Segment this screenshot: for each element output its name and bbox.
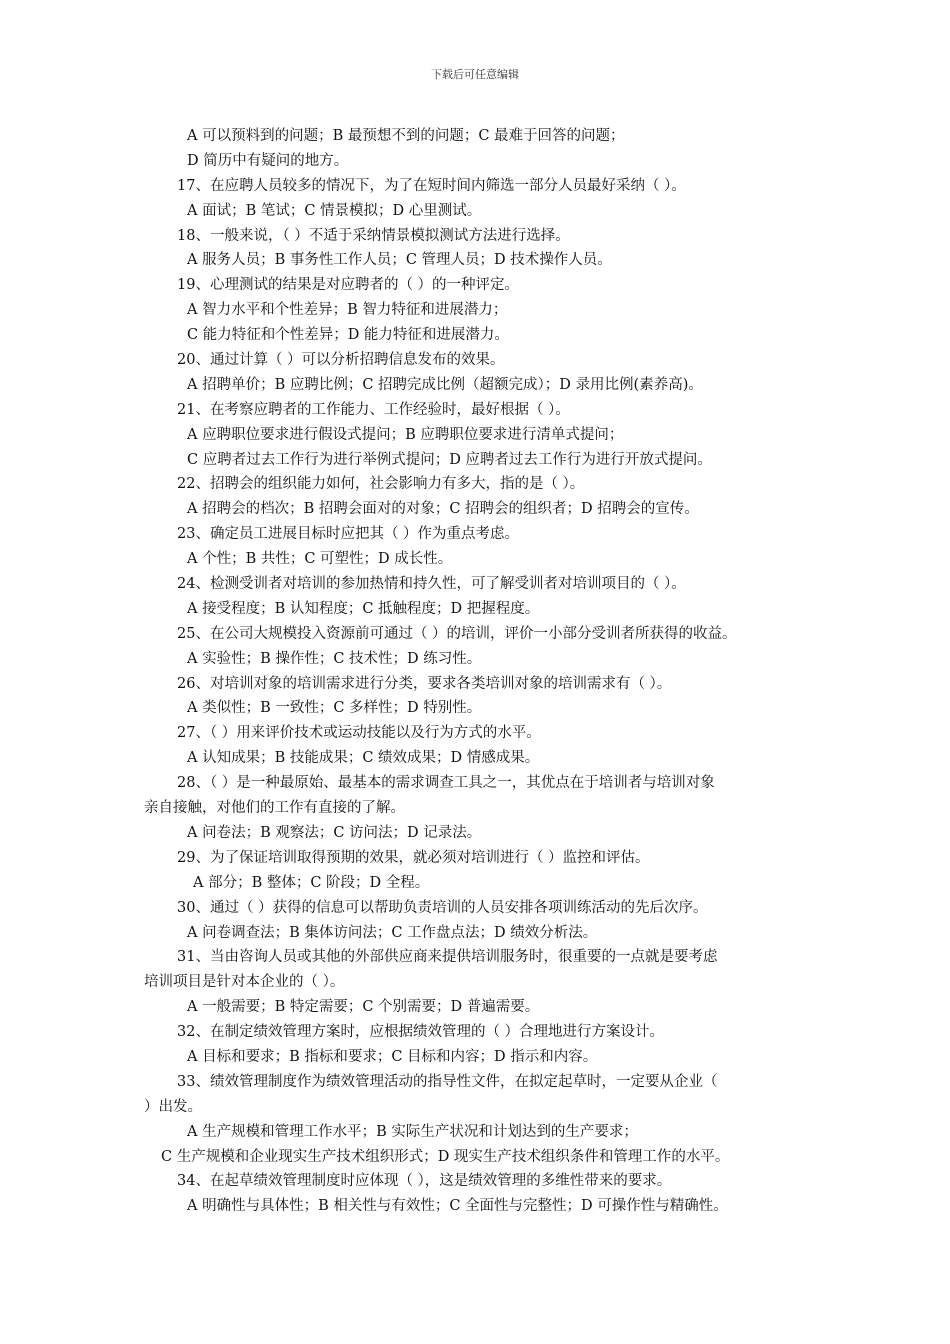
answer-options: A 问卷法；B 观察法；C 访问法；D 记录法。 [187, 824, 482, 841]
answer-options: C 能力特征和个性差异；D 能力特征和进展潜力。 [187, 327, 509, 344]
answer-options: A 个性；B 共性；C 可塑性；D 成长性。 [187, 551, 453, 568]
answer-options: A 智力水平和个性差异；B 智力特征和进展潜力； [187, 302, 508, 319]
question-text: 30、通过（ ）获得的信息可以帮助负责培训的人员安排各项训练活动的先后次序。 [177, 899, 708, 916]
question-continuation: ）出发。 [144, 1098, 202, 1115]
question-text: 24、检测受训者对培训的参加热情和持久性，可了解受训者对培训项目的（ ）。 [177, 576, 686, 593]
answer-options: C 生产规模和企业现实生产技术组织形式；D 现实生产技术组织条件和管理工作的水平。 [161, 1148, 730, 1165]
question-text: 18、一般来说，（ ）不适于采纳情景模拟测试方法进行选择。 [177, 227, 570, 244]
question-text: 32、在制定绩效管理方案时，应根据绩效管理的（ ）合理地进行方案设计。 [177, 1024, 665, 1041]
question-continuation: 培训项目是针对本企业的（ ）。 [144, 974, 345, 991]
document-body [144, 124, 814, 1219]
answer-options: A 应聘职位要求进行假设式提问；B 应聘职位要求进行清单式提问； [187, 426, 624, 443]
question-text: 22、招聘会的组织能力如何，社会影响力有多大，指的是（ ）。 [177, 476, 585, 493]
answer-options: A 类似性；B 一致性；C 多样性；D 特别性。 [187, 700, 482, 717]
answer-options: D 简历中有疑问的地方。 [187, 152, 349, 169]
question-text: 20、通过计算（ ）可以分析招聘信息发布的效果。 [177, 352, 505, 369]
question-text: 29、为了保证培训取得预期的效果，就必须对培训进行（ ）监控和评估。 [177, 849, 650, 866]
answer-options: A 实验性；B 操作性；C 技术性；D 练习性。 [187, 650, 482, 667]
answer-options: A 招聘单价；B 应聘比例；C 招聘完成比例（超额完成）；D 录用比例(素养高)。 [187, 376, 703, 393]
answer-options: A 接受程度；B 认知程度；C 抵触程度；D 把握程度。 [187, 600, 540, 617]
page-header: 下载后可任意编辑 [431, 68, 519, 81]
question-text: 19、心理测试的结果是对应聘者的（ ）的一种评定。 [177, 277, 520, 294]
question-text: 26、对培训对象的培训需求进行分类，要求各类培训对象的培训需求有（ ）。 [177, 675, 672, 692]
question-text: 27、（ ）用来评价技术或运动技能以及行为方式的水平。 [177, 725, 541, 742]
question-text: 17、在应聘人员较多的情况下，为了在短时间内筛选一部分人员最好采纳（ ）。 [177, 177, 686, 194]
question-text: 33、绩效管理制度作为绩效管理活动的指导性文件，在拟定起草时，一定要从企业（ [177, 1073, 718, 1090]
question-text: 21、在考察应聘者的工作能力、工作经验时，最好根据（ ）。 [177, 401, 570, 418]
answer-options: A 问卷调查法；B 集体访问法；C 工作盘点法；D 绩效分析法。 [187, 924, 598, 941]
answer-options: A 面试；B 笔试；C 情景模拟；D 心里测试。 [187, 202, 482, 219]
question-text: 34、在起草绩效管理制度时应体现（ ），这是绩效管理的多维性带来的要求。 [177, 1173, 672, 1190]
answer-options: A 认知成果；B 技能成果；C 绩效成果；D 情感成果。 [187, 750, 540, 767]
question-text: 31、当由咨询人员或其他的外部供应商来提供培训服务时，很重要的一点就是要考虑 [177, 949, 718, 966]
answer-options: A 部分；B 整体；C 阶段；D 全程。 [193, 874, 430, 891]
question-text: 28、（ ）是一种最原始、最基本的需求调查工具之一，其优点在于培训者与培训对象 [177, 775, 715, 792]
answer-options: A 目标和要求；B 指标和要求；C 目标和内容；D 指示和内容。 [187, 1048, 598, 1065]
answer-options: A 招聘会的档次；B 招聘会面对的对象；C 招聘会的组织者；D 招聘会的宣传。 [187, 501, 699, 518]
answer-options: A 明确性与具体性；B 相关性与有效性；C 全面性与完整性；D 可操作性与精确性。 [187, 1198, 728, 1215]
question-text: 25、在公司大规模投入资源前可通过（ ）的培训，评价一小部分受训者所获得的收益。 [177, 625, 737, 642]
answer-options: A 服务人员；B 事务性工作人员；C 管理人员；D 技术操作人员。 [187, 252, 612, 269]
answer-options: A 生产规模和管理工作水平；B 实际生产状况和计划达到的生产要求； [187, 1123, 638, 1140]
answer-options: C 应聘者过去工作行为进行举例式提问；D 应聘者过去工作行为进行开放式提问。 [187, 451, 712, 468]
answer-options: A 可以预料到的问题；B 最预想不到的问题；C 最难于回答的问题； [187, 128, 625, 144]
answer-options: A 一般需要；B 特定需要；C 个别需要；D 普遍需要。 [187, 999, 540, 1016]
question-text: 23、确定员工进展目标时应把其（ ）作为重点考虑。 [177, 526, 520, 543]
question-continuation: 亲自接触，对他们的工作有直接的了解。 [144, 800, 405, 817]
